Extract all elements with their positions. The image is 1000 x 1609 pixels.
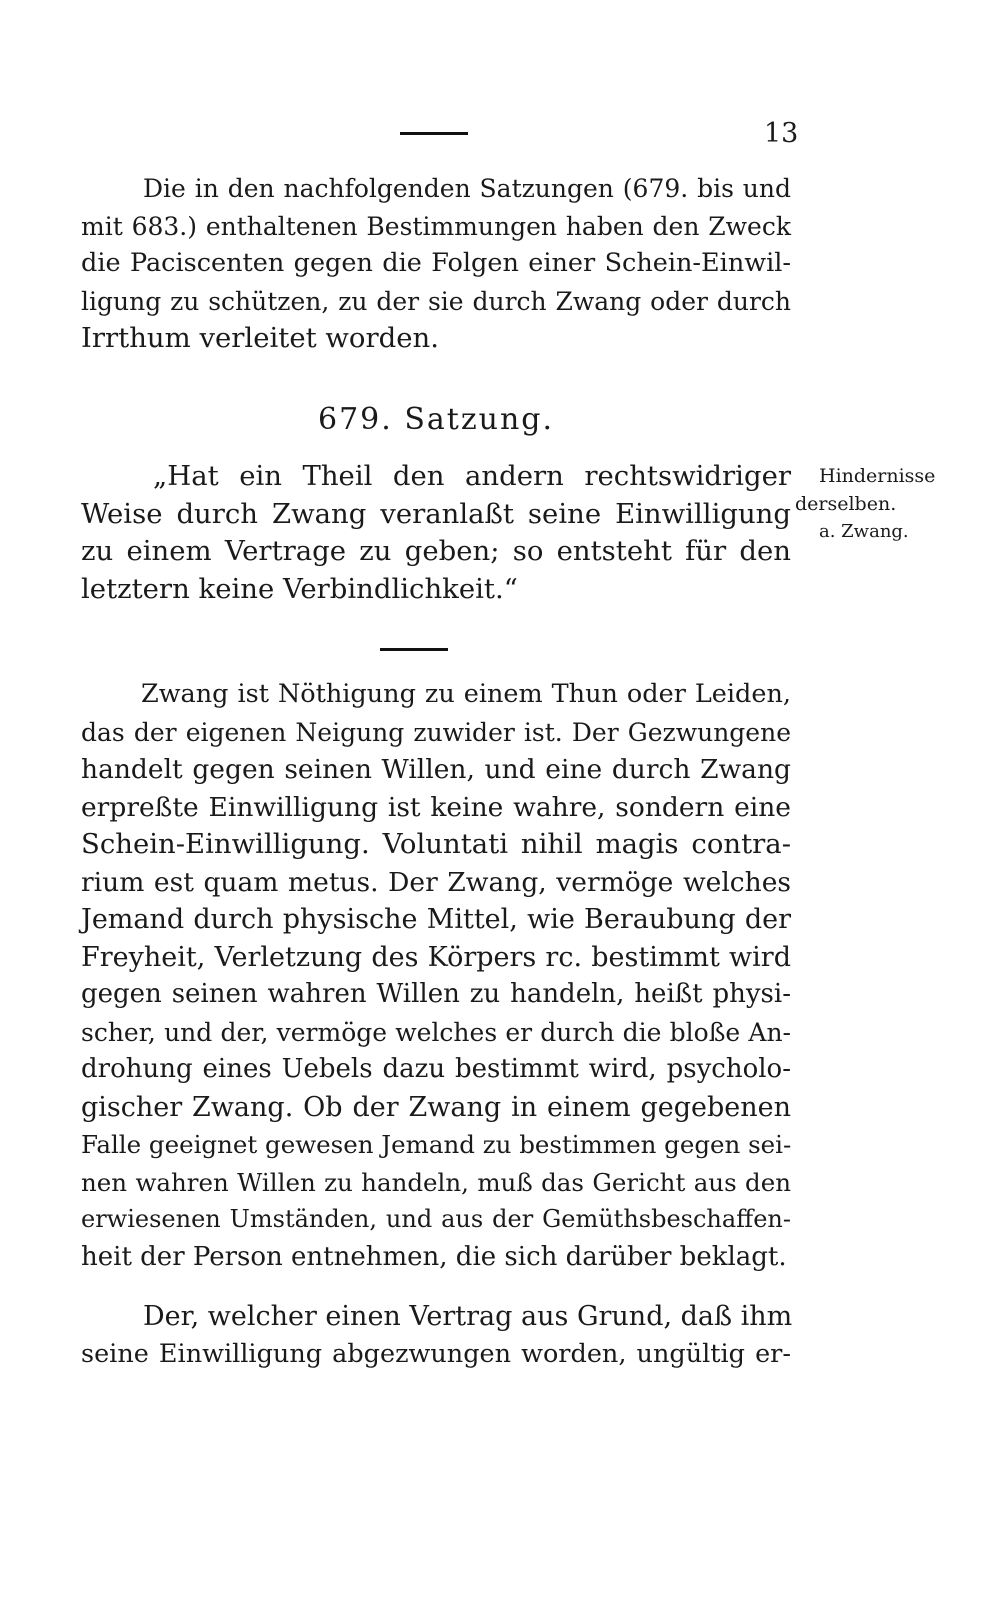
text-line: Weise durch Zwang veranlaßt seine Einwilligung — [81, 497, 791, 530]
header-rule — [400, 132, 468, 135]
text-line: die Paciscenten gegen die Folgen einer Schein-Einwil- — [81, 248, 791, 278]
section-heading: 679. Satzung. — [318, 402, 555, 437]
text-line: Jemand durch physische Mittel, wie Beraubung der — [81, 904, 791, 935]
text-line: erpreßte Einwilligung ist keine wahre, sondern eine — [81, 791, 791, 823]
text-line: Zwang ist Nöthigung zu einem Thun oder Leiden, — [141, 679, 791, 709]
text-line: das der eigenen Neigung zuwider ist. Der Gezwungene — [81, 717, 791, 747]
margin-note-line: derselben. — [795, 493, 897, 515]
text-line: drohung eines Uebels dazu bestimmt wird, psycholo- — [81, 1054, 791, 1084]
text-line: heit der Person entnehmen, die sich darüber beklagt. — [81, 1241, 787, 1272]
page-number: 13 — [764, 118, 799, 149]
text-line: „Hat ein Theil den andern rechtswidriger — [153, 460, 791, 492]
text-line: seine Einwilligung abgezwungen worden, ungültig er- — [81, 1338, 791, 1369]
text-line: Der, welcher einen Vertrag aus Grund, daß ihm — [143, 1301, 793, 1332]
text-line: Schein-Einwilligung. Voluntati nihil magis contra- — [81, 828, 791, 860]
text-line: mit 683.) enthaltenen Bestimmungen haben den Zweck — [81, 211, 791, 241]
text-line: handelt gegen seinen Willen, und eine durch Zwang — [81, 754, 791, 785]
text-line: rium est quam metus. Der Zwang, vermöge welches — [81, 866, 791, 898]
text-line: Die in den nachfolgenden Satzungen (679. bis und — [143, 174, 791, 203]
separator-rule — [380, 648, 448, 651]
provision-paragraph — [81, 458, 791, 608]
margin-note — [795, 462, 935, 546]
text-line: Irrthum verleitet worden. — [81, 322, 439, 354]
text-line: erwiesenen Umständen, und aus der Gemüthsbeschaffen- — [81, 1205, 791, 1233]
text-line: Falle geeignet gewesen Jemand zu bestimmen gegen sei- — [81, 1130, 792, 1159]
text-line: zu einem Vertrage zu geben; so entsteht für den — [81, 535, 791, 567]
text-line: gischer Zwang. Ob der Zwang in einem gegebenen — [81, 1091, 791, 1123]
intro-paragraph — [81, 170, 791, 358]
text-line: letztern keine Verbindlichkeit.“ — [81, 572, 518, 605]
text-line: gegen seinen wahren Willen zu handeln, heißt physi- — [81, 979, 791, 1009]
margin-note-line: a. Zwang. — [819, 521, 909, 542]
text-line: Freyheit, Verletzung des Körpers rc. bestimmt wird — [81, 941, 791, 973]
text-line: nen wahren Willen zu handeln, muß das Gericht aus den — [81, 1167, 791, 1197]
continuation-paragraph — [81, 1298, 791, 1373]
margin-note-line: Hindernisse — [819, 465, 936, 487]
commentary-paragraph — [81, 676, 791, 1276]
text-line: ligung zu schützen, zu der sie durch Zwang oder durch — [81, 286, 791, 316]
text-line: scher, und der, vermöge welches er durch die bloße An- — [81, 1017, 791, 1047]
